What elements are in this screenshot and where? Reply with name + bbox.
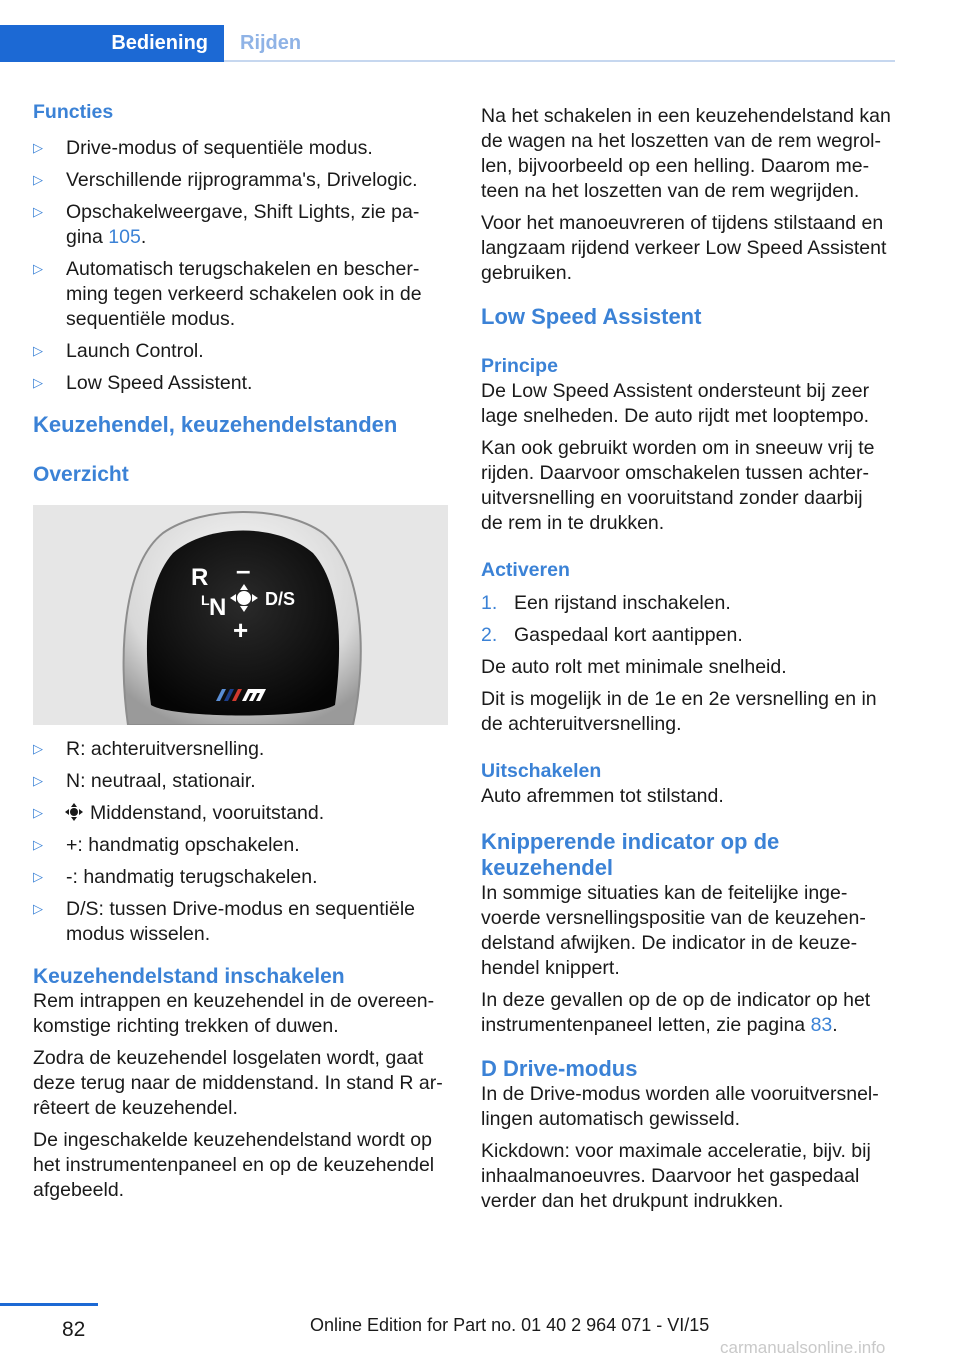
drive-modus-heading: D Drive-modus — [481, 1056, 638, 1081]
left-column — [33, 100, 448, 1210]
list-item — [33, 801, 448, 826]
overzicht-list — [33, 737, 448, 947]
list-item — [33, 257, 448, 332]
list-item-text: Middenstand, vooruitstand. — [90, 802, 325, 824]
list-item-text: N: neutraal, stationair. — [66, 770, 256, 792]
list-item — [33, 168, 448, 193]
step-text: Een rijstand inschakelen. — [514, 592, 731, 614]
paragraph: Kickdown: voor maximale acceleratie, bijv. bij inhaalmanoeuvres. Daarvoor het gaspedaal verder dan het drukpunt indrukken. — [481, 1140, 871, 1212]
paragraph: In de Drive-modus worden alle vooruitversnel- lingen automatisch gewisseld. — [481, 1083, 879, 1130]
footer-accent-line — [0, 1303, 98, 1306]
list-item — [33, 136, 448, 161]
keuzehendel-heading: Keuzehendel, keuzehendelstanden — [33, 412, 398, 437]
triangle-bullet-icon: ▷ — [33, 741, 43, 756]
list-item — [33, 200, 448, 250]
list-item-text: R: achteruitversnelling. — [66, 738, 265, 760]
lsa-heading: Low Speed Assistent — [481, 304, 702, 329]
triangle-bullet-icon: ▷ — [33, 375, 43, 390]
list-item-text: D/S: tussen Drive-modus en sequentiële modus wisselen. — [66, 898, 416, 945]
paragraph: In sommige situaties kan de feitelijke inge- voerde versnellingspositie van de keuzehen- delstand afwijken. De indicator in de keuze- hendel knippert. — [481, 882, 866, 979]
triangle-bullet-icon: ▷ — [33, 901, 43, 916]
gear-selector-image — [33, 505, 448, 725]
functies-list — [33, 136, 448, 396]
gear-label-r: R — [191, 564, 209, 591]
middle-position-icon — [64, 802, 84, 822]
list-item-text: -: handmatig terugschakelen. — [66, 866, 318, 888]
list-item-text: Opschakelweergave, Shift Lights, zie pa- gina — [66, 201, 420, 248]
tab-underline — [224, 60, 895, 62]
paragraph: Zodra de keuzehendel losgelaten wordt, gaat deze terug naar de middenstand. In stand R ar- rêteert de keuzehendel. — [33, 1047, 443, 1119]
list-item-text: Drive-modus of sequentiële modus. — [66, 137, 373, 159]
triangle-bullet-icon: ▷ — [33, 204, 43, 219]
paragraph: Dit is mogelijk in de 1e en 2e versnelling en in de achteruitversnelling. — [481, 688, 877, 735]
right-column — [481, 104, 896, 1221]
gear-label-plus: + — [233, 615, 249, 645]
list-item — [33, 339, 448, 364]
knipperende-heading: Knipperende indicator op de keuzehendel — [481, 829, 780, 880]
edition-note: Online Edition for Part no. 01 40 2 964 071 - VI/15 — [310, 1315, 710, 1335]
triangle-bullet-icon: ▷ — [33, 261, 43, 276]
list-item-end: . — [140, 226, 147, 248]
paragraph-text: In deze gevallen op de op de indicator op het instrumentenpaneel letten, zie pagina — [481, 989, 871, 1036]
paragraph: Kan ook gebruikt worden om in sneeuw vrij te rijden. Daarvoor omschakelen tussen achter- uitversnelling en vooruitstand zonder daarbij de rem in te drukken. — [481, 437, 875, 534]
list-item-text: Automatisch terugschakelen en bescher- ming tegen verkeerd schakelen ook in de sequentiële modus. — [66, 258, 422, 330]
watermark: carmanualsonline.info — [720, 1338, 886, 1357]
gear-label-ds: D/S — [265, 589, 296, 609]
list-item — [33, 897, 448, 947]
list-item — [33, 865, 448, 890]
list-item — [33, 371, 448, 396]
triangle-bullet-icon: ▷ — [33, 343, 43, 358]
list-item — [33, 833, 448, 858]
paragraph — [481, 988, 896, 1038]
triangle-bullet-icon: ▷ — [33, 140, 43, 155]
paragraph: De Low Speed Assistent ondersteunt bij zeer lage snelheden. De auto rijdt met looptempo. — [481, 380, 870, 427]
tab-bediening[interactable]: Bediening — [0, 25, 224, 62]
middle-position-icon — [237, 591, 251, 605]
paragraph: De ingeschakelde keuzehendelstand wordt op het instrumentenpaneel en op de keuzehendel afgebeeld. — [33, 1129, 435, 1201]
activeren-heading: Activeren — [481, 559, 570, 581]
principe-heading: Principe — [481, 355, 558, 377]
gear-selector-figure — [33, 505, 448, 725]
tab-rijden[interactable]: Rijden — [240, 32, 302, 54]
list-item — [33, 769, 448, 794]
paragraph: Na het schakelen in een keuzehendelstand kan de wagen na het loszetten van de rem wegrol- len, bijvoorbeeld op een helling. Daarom me- teen na het loszetten van de rem wegrijden. — [481, 105, 891, 202]
overzicht-heading: Overzicht — [33, 463, 129, 486]
triangle-bullet-icon: ▷ — [33, 773, 43, 788]
list-item-text: +: handmatig opschakelen. — [66, 834, 300, 856]
gear-label-l: L — [201, 592, 210, 608]
functies-heading: Functies — [33, 101, 114, 123]
triangle-bullet-icon: ▷ — [33, 869, 43, 884]
step-number: 1. — [481, 592, 498, 614]
inschakelen-heading: Keuzehendelstand inschakelen — [33, 965, 345, 988]
step-number: 2. — [481, 624, 498, 646]
activeren-steps — [481, 591, 896, 648]
page-link-83[interactable]: 83 — [810, 1014, 833, 1036]
triangle-bullet-icon: ▷ — [33, 805, 43, 820]
header-tabs — [0, 25, 895, 62]
list-item-text: Launch Control. — [66, 340, 204, 362]
list-item-text: Low Speed Assistent. — [66, 372, 253, 394]
paragraph-end: . — [832, 1014, 838, 1036]
paragraph: Rem intrappen en keuzehendel in de overeen- komstige richting trekken of duwen. — [33, 990, 435, 1037]
step-item — [481, 591, 896, 616]
paragraph: De auto rolt met minimale snelheid. — [481, 656, 787, 678]
list-item-text: Verschillende rijprogramma's, Drivelogic. — [66, 169, 418, 191]
step-item — [481, 623, 896, 648]
paragraph: Auto afremmen tot stilstand. — [481, 785, 724, 807]
list-item — [33, 737, 448, 762]
step-text: Gaspedaal kort aantippen. — [514, 624, 743, 646]
gear-label-minus: – — [236, 555, 251, 585]
paragraph: Voor het manoeuvreren of tijdens stilstaand en langzaam rijdend verkeer Low Speed Assistent gebruiken. — [481, 212, 887, 284]
page-link-105[interactable]: 105 — [108, 226, 141, 248]
gear-label-n: N — [209, 594, 227, 621]
uitschakelen-heading: Uitschakelen — [481, 760, 602, 782]
page-number: 82 — [62, 1318, 86, 1341]
triangle-bullet-icon: ▷ — [33, 172, 43, 187]
triangle-bullet-icon: ▷ — [33, 837, 43, 852]
